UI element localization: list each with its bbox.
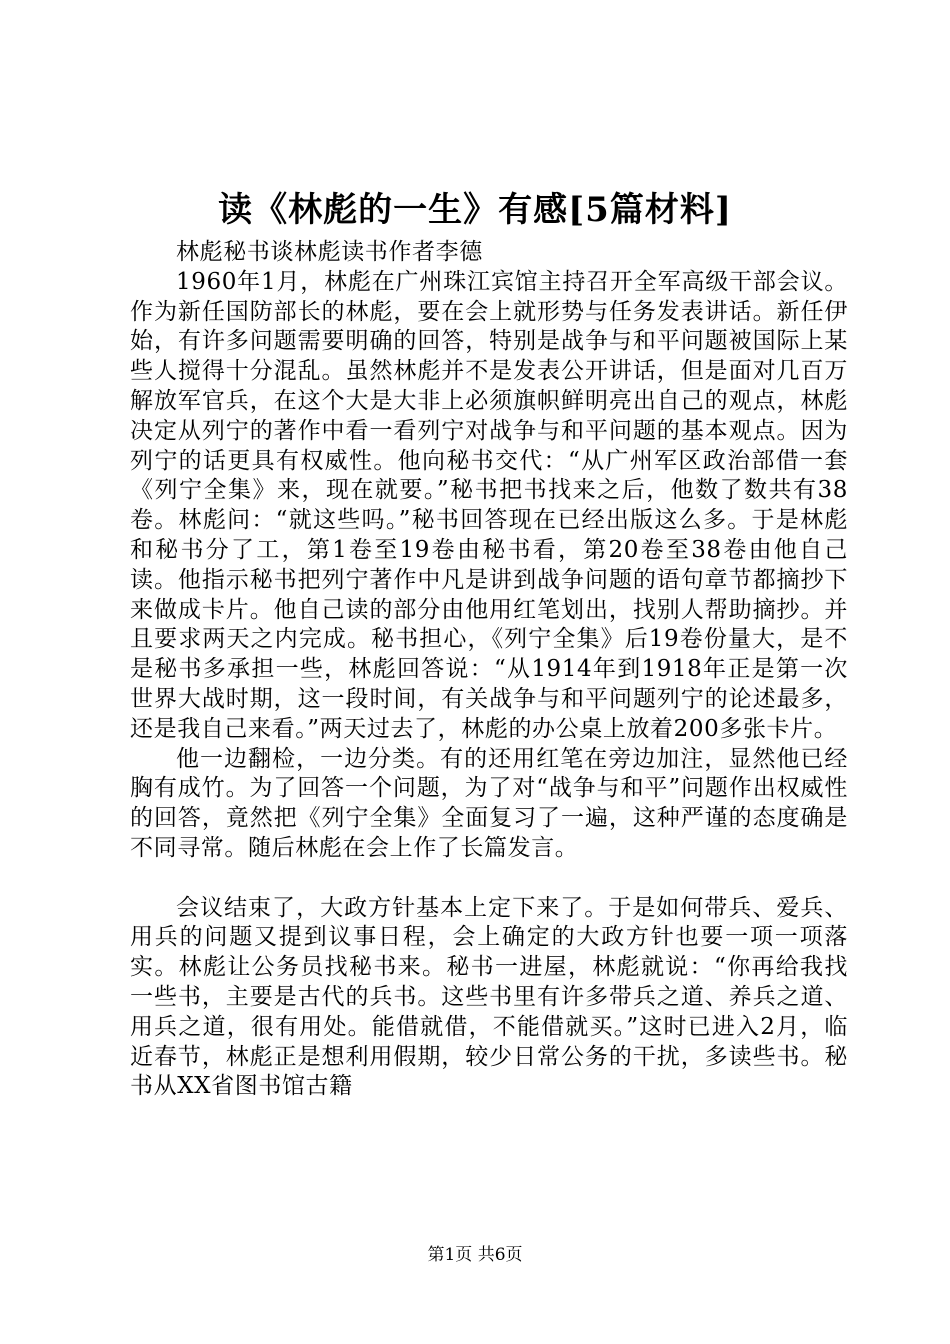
paragraph: 1960年1月，林彪在广州珠江宾馆主持召开全军高级干部会议。作为新任国防部长的林彪，要在会上就形势与任务发表讲话。新任伊始，有许多问题需要明确的回答，特别是战争与和平问题被国际上某些人搅得十分混乱。虽然林彪并不是发表公开讲话，但是面对几百万解放军官兵，在这个大是大非上必须旗帜鲜明亮出自己的观点，林彪决定从列宁的著作中看一看列宁对战争与和平问题的基本观点。因为列宁的话更具有权威性。他向秘书交代：“从广州军区政治部借一套《列宁全集》来，现在就要。”秘书把书找来之后，他数了数共有38卷。林彪问：“就这些吗。”秘书回答现在已经出版这么多。于是林彪和秘书分了工，第1卷至19卷由秘书看，第20卷至38卷由他自己读。他指示秘书把列宁著作中凡是讲到战争问题的语句章节都摘抄下来做成卡片。他自己读的部分由他用红笔划出，找别人帮助摘抄。并且要求两天之内完成。秘书担心，《列宁全集》后19卷份量大，是不是秘书多承担一些，林彪回答说：“从1914年到1918年正是第一次世界大战时期，这一段时间，有关战争与和平问题列宁的论述最多，还是我自己来看。”两天过去了，林彪的办公桌上放着200多张卡片。	[130, 268, 848, 742]
paragraph-byline: 林彪秘书谈林彪读书作者李德	[176, 239, 483, 265]
document-body	[130, 238, 848, 1102]
page-number-footer: 第1页 共6页	[427, 1245, 523, 1265]
paragraph: 他一边翻检，一边分类。有的还用红笔在旁边加注，显然他已经胸有成竹。为了回答一个问题，为了对“战争与和平”问题作出权威性的回答，竟然把《列宁全集》全面复习了一遍，这种严谨的态度确是不同寻常。随后林彪在会上作了长篇发言。	[130, 745, 848, 861]
paragraph: 会议结束了，大政方针基本上定下来了。于是如何带兵、爱兵、用兵的问题又提到议事日程，会上确定的大政方针也要一项一项落实。林彪让公务员找秘书来。秘书一进屋，林彪就说：“你再给我找一些书，主要是古代的兵书。这些书里有许多带兵之道、养兵之道、用兵之道，很有用处。能借就借，不能借就买。”这时已进入2月，临近春节，林彪正是想利用假期，较少日常公务的干扰，多读些书。秘书从XX省图书馆古籍	[130, 894, 848, 1100]
document-title: 读《林彪的一生》有感[5篇材料]	[218, 190, 732, 230]
